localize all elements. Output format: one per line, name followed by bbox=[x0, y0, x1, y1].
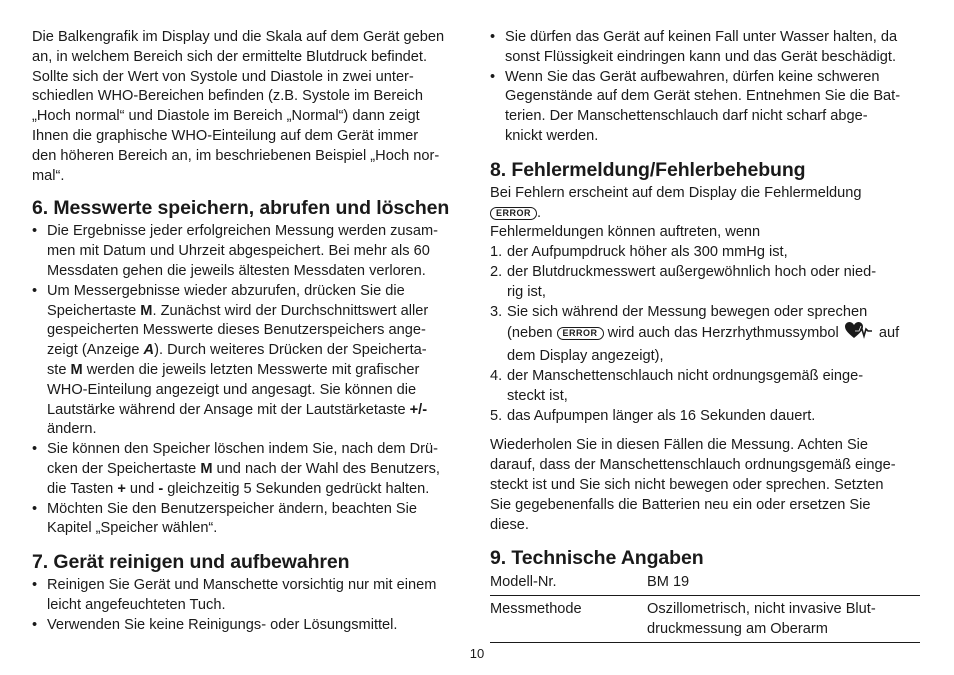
list-item: • Wenn Sie das Gerät aufbewahren, dürfen keine schweren Gegenstände auf dem Gerät stehen. Entnehmen Sie die Bat- terien. Der Manschettenschlauch darf nicht scharf abge- knickt werden. bbox=[490, 68, 922, 147]
error-intro: Bei Fehlern erscheint auf dem Display die Fehlermeldung ERROR . bbox=[490, 184, 862, 221]
list-item: 2. der Blutdruckmesswert außergewöhnlich hoch oder nied- rig ist, bbox=[490, 263, 877, 300]
list-item: • Sie dürfen das Gerät auf keinen Fall unter Wasser halten, da sonst Flüssigkeit eindringen kann und das Gerät beschädigt. bbox=[490, 28, 922, 68]
memory-key-label: M bbox=[200, 460, 213, 477]
list-item: • Möchten Sie den Benutzerspeicher ändern, beachten Sie Kapitel „Speicher wählen“. bbox=[32, 500, 468, 540]
section-6-list bbox=[32, 222, 468, 539]
list-item: • Reinigen Sie Gerät und Manschette vorsichtig nur mit einem leicht angefeuchteten Tuch. bbox=[32, 576, 468, 616]
volume-key-label: +/- bbox=[409, 401, 428, 418]
error-outro-paragraph: Wiederholen Sie in diesen Fällen die Messung. Achten Sie darauf, dass der Manschettenschlauch ordnungsgemäß einge- steckt ist und Sie sich nicht bewegen oder sprechen. Setzten Sie gegebenenfalls die Batterien neu ein oder ersetzen Sie diese. bbox=[490, 437, 896, 533]
left-column bbox=[32, 28, 468, 636]
memory-key-label: M bbox=[140, 302, 153, 319]
table-row bbox=[490, 596, 920, 643]
list-item: • Die Ergebnisse jeder erfolgreichen Messung werden zusam- men mit Datum und Uhrzeit abgespeichert. Bei mehr als 60 Messdaten gehen die jeweils ältesten Messdaten verloren. bbox=[32, 222, 468, 281]
section-7-list bbox=[32, 576, 468, 635]
intro-paragraph: Die Balkengrafik im Display und die Skala auf dem Gerät geben an, in welchem Bereich sich der ermittelte Blutdruck befindet. Sollte sich der Wert von Systole und Diastole in zwei unter- schiedlen WHO-Bereichen befinden (z.B. Systole im Bereich „Hoch normal“ und Diastole im Bereich „Normal“) dann zeigt Ihnen die graphische WHO-Einteilung auf dem Gerät immer den höheren Bereich an, im beschriebenen Beispiel „Hoch nor- mal“. bbox=[32, 29, 445, 184]
storage-notes-list bbox=[490, 28, 922, 147]
section-9-heading: 9. Technische Angaben bbox=[490, 547, 704, 570]
section-8-heading: 8. Fehlermeldung/Fehlerbehebung bbox=[490, 158, 806, 181]
list-item: 3. Sie sich während der Messung bewegen oder sprechen (neben ERROR wird auch das Herzrhythmussymbol auf dem Display angezeigt), bbox=[490, 303, 900, 365]
technical-specs-table bbox=[490, 572, 920, 642]
error-symbol: ERROR bbox=[490, 207, 537, 220]
list-item: 4. der Manschettenschlauch nicht ordnungsgemäß einge- steckt ist, bbox=[490, 367, 864, 404]
list-item: • Sie können den Speicher löschen indem Sie, nach dem Drü- cken der Speichertaste M und nach der Wahl des Benutzers, die Tasten + und - gleichzeitig 5 Sekunden gedrückt halten. bbox=[32, 440, 468, 499]
section-6-heading: 6. Messwerte speichern, abrufen und löschen bbox=[32, 197, 450, 220]
list-item: 5. das Aufpumpen länger als 16 Sekunden dauert. bbox=[490, 407, 816, 424]
minus-key-label: - bbox=[158, 480, 164, 497]
error-list-intro: Fehlermeldungen können auftreten, wenn bbox=[490, 224, 761, 241]
error-symbol: ERROR bbox=[557, 327, 604, 340]
list-item: • Um Messergebnisse wieder abzurufen, drücken Sie die Speichertaste M. Zunächst wird der Durchschnittswert aller gespeicherten Messwerte dieses Benutzerspeichers ange- zeigt (Anzeige A). Durch weiteres Drücken der Speicherta- ste M werden die jeweils letzten Messwerte mit grafischer WHO-Einteilung angezeigt und angesagt. Sie können die Lautstärke während der Ansage mit der Lautstärketaste +/- ändern. bbox=[32, 282, 468, 440]
right-column bbox=[490, 28, 922, 643]
list-item: 1. der Aufpumpdruck höher als 300 mmHg ist, bbox=[490, 244, 788, 261]
section-7-heading: 7. Gerät reinigen und aufbewahren bbox=[32, 551, 350, 574]
heart-rhythm-icon bbox=[845, 322, 873, 347]
error-causes-list bbox=[490, 243, 922, 426]
spec-key: Modell-Nr. bbox=[490, 574, 557, 591]
list-item: • Verwenden Sie keine Reinigungs- oder Lösungsmittel. bbox=[32, 616, 468, 636]
page-number: 10 bbox=[469, 646, 485, 661]
spec-value: Oszillometrisch, nicht invasive Blut- druckmessung am Oberarm bbox=[647, 601, 876, 637]
spec-value: BM 19 bbox=[647, 574, 690, 591]
average-display-symbol: A bbox=[143, 342, 155, 359]
plus-key-label: + bbox=[117, 480, 126, 497]
table-row bbox=[490, 572, 920, 595]
spec-key: Messmethode bbox=[490, 601, 582, 618]
memory-key-label: M bbox=[70, 361, 83, 378]
